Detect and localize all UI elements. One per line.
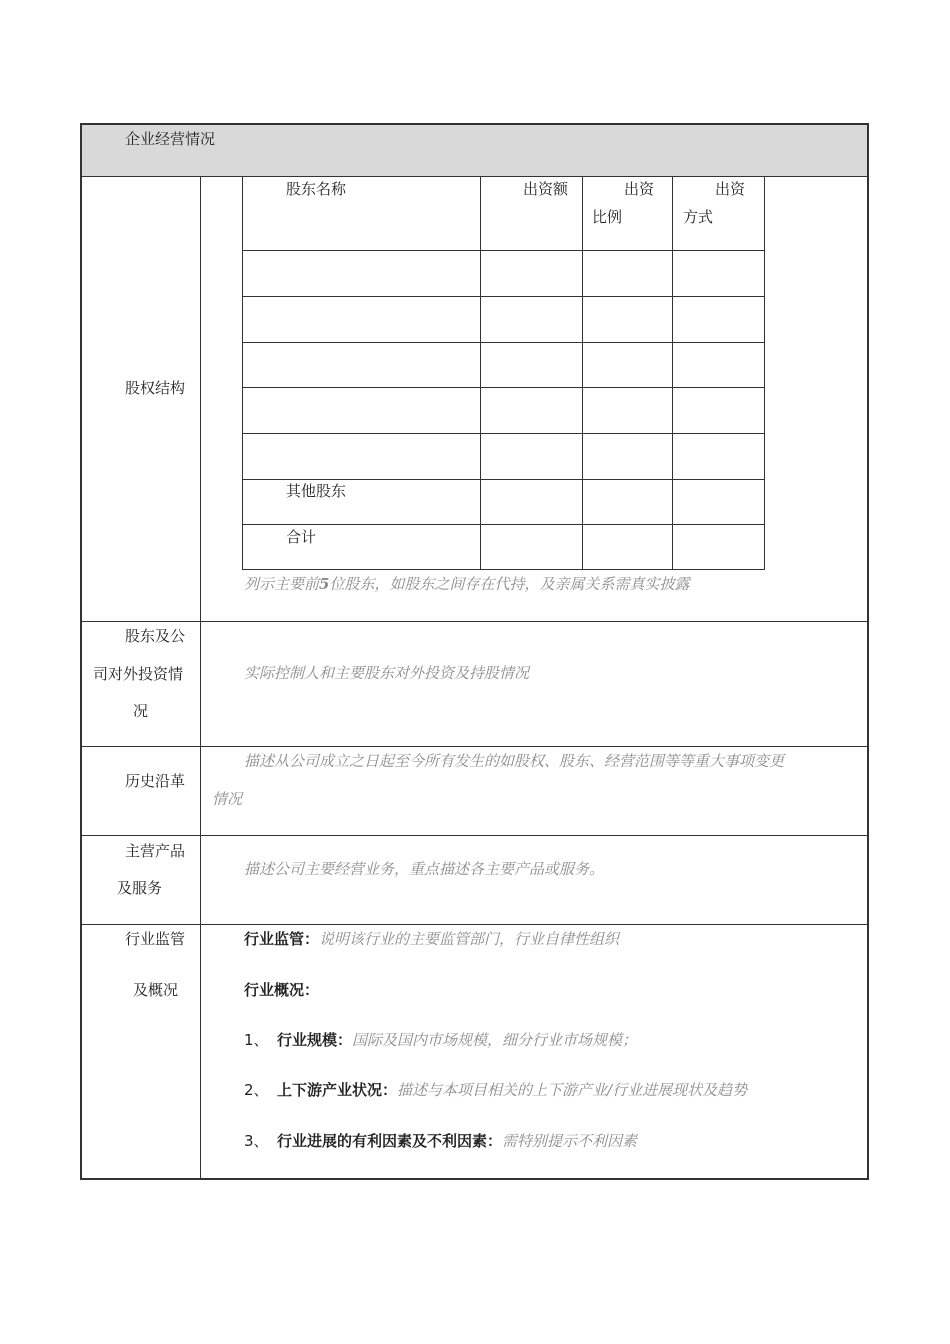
row-divider <box>80 621 869 622</box>
products-hint: 描述公司主要经营业务，重点描述各主要产品或服务。 <box>244 860 605 878</box>
grid-line <box>242 524 765 525</box>
equity-note <box>244 574 689 594</box>
industry-item <box>244 1080 747 1100</box>
grid-line <box>242 296 765 297</box>
regulation-hint: 说明该行业的主要监管部门，行业自律性组织 <box>319 930 620 948</box>
grid-line <box>242 569 765 570</box>
grid-line <box>672 176 673 570</box>
item-number: 1、 <box>244 1031 269 1049</box>
industry-label: 及概况 <box>133 981 179 999</box>
regulation-label: 行业监管： <box>244 930 320 948</box>
row-label-other: 其他股东 <box>286 482 347 500</box>
item-label: 行业规模： <box>277 1031 353 1049</box>
col-header-amount: 出资额 <box>523 180 569 198</box>
regulation-line <box>244 929 619 949</box>
row-divider <box>80 835 869 836</box>
grid-line <box>480 176 481 570</box>
grid-line <box>242 250 765 251</box>
overview-label: 行业概况： <box>244 981 320 999</box>
grid-line <box>242 342 765 343</box>
row-divider <box>80 176 869 177</box>
outer-border-bottom <box>80 1178 869 1180</box>
grid-line <box>582 176 583 570</box>
investment-label: 况 <box>133 702 149 720</box>
industry-item <box>244 1030 637 1050</box>
investment-label: 司对外投资情 <box>93 665 184 683</box>
outer-border-right <box>867 123 869 1180</box>
outer-border-top <box>80 123 869 125</box>
grid-line <box>242 433 765 434</box>
row-label-total: 合计 <box>286 528 317 546</box>
grid-line <box>242 176 243 570</box>
equity-label: 股权结构 <box>125 379 186 397</box>
row-divider <box>80 924 869 925</box>
item-label: 上下游产业状况： <box>277 1081 398 1099</box>
col-header-name: 股东名称 <box>286 180 347 198</box>
products-label: 及服务 <box>117 879 163 897</box>
item-hint: 描述与本项目相关的上下游产业/行业进展现状及趋势 <box>397 1081 748 1099</box>
history-hint: 描述从公司成立之日起至今所有发生的如股权、股东、经营范围等等重大事项变更 <box>244 752 785 770</box>
grid-line <box>764 176 765 570</box>
item-hint: 国际及国内市场规模，细分行业市场规模； <box>352 1031 638 1049</box>
equity-note-pre: 列示主要前 <box>244 575 320 593</box>
industry-label: 行业监管 <box>125 930 186 948</box>
col-header-method: 出资 <box>715 180 746 198</box>
products-label: 主营产品 <box>125 842 186 860</box>
item-label: 行业进展的有利因素及不利因素： <box>277 1132 503 1150</box>
history-hint: 情况 <box>212 790 243 808</box>
investment-hint: 实际控制人和主要股东对外投资及持股情况 <box>244 664 530 682</box>
equity-note-num: 5 <box>319 575 330 593</box>
label-column-divider <box>200 176 201 1179</box>
col-header-method: 方式 <box>683 208 714 226</box>
equity-note-post: 位股东，如股东之间存在代持，及亲属关系需真实披露 <box>329 575 690 593</box>
col-header-ratio: 比例 <box>592 208 623 226</box>
item-hint: 需特别提示不利因素 <box>502 1132 638 1150</box>
industry-item <box>244 1131 637 1151</box>
grid-line <box>242 479 765 480</box>
history-label: 历史沿革 <box>125 772 186 790</box>
investment-label: 股东及公 <box>125 627 186 645</box>
row-divider <box>80 746 869 747</box>
outer-border-left <box>80 123 82 1180</box>
section-title: 企业经营情况 <box>125 130 216 148</box>
col-header-ratio: 出资 <box>624 180 655 198</box>
grid-line <box>242 387 765 388</box>
item-number: 2、 <box>244 1081 269 1099</box>
item-number: 3、 <box>244 1132 269 1150</box>
